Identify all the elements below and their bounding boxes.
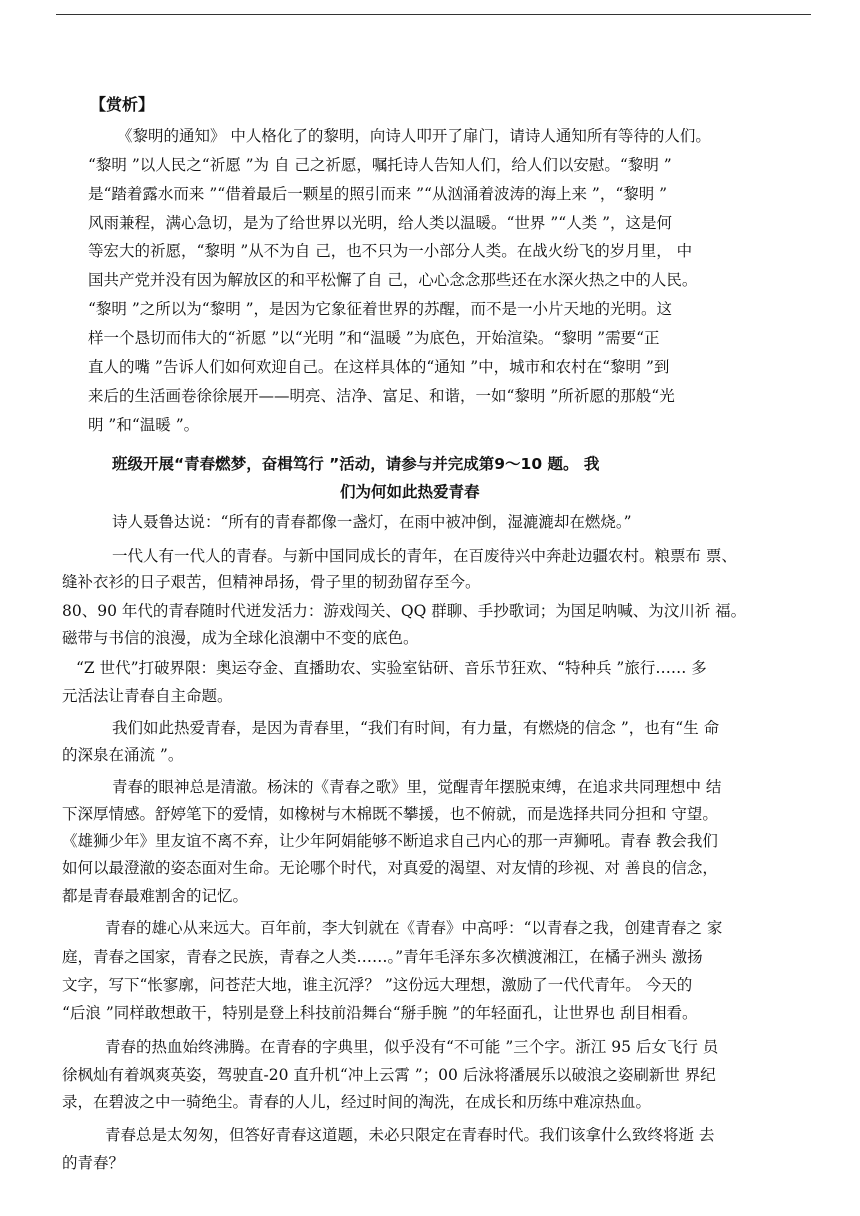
analysis-line: 是“踏着露水而来 ”“借着最后一颗星的照引而来 ”“从汹涌着波涛的海上来 ”，“黎明 ”	[88, 185, 668, 203]
essay-line: 元活法让青春自主命题。	[62, 687, 233, 705]
essay-line: “后浪 ”同样敢想敢干，特别是登上科技前沿舞台“掰手腕 ”的年轻面孔，让世界也 刮目相看。	[62, 1004, 698, 1022]
essay-line: 的深泉在涌流 ”。	[62, 746, 184, 764]
analysis-line: 风雨兼程，满心急切，是为了给世界以光明，给人类以温暖。“世界 ”“人类 ”，这是何	[88, 214, 673, 232]
essay-line: 录，在碧波之中一骑绝尘。青春的人儿，经过时间的淘洗，在成长和历练中难凉热血。	[62, 1093, 652, 1111]
essay-line: 庭，青春之国家，青春之民族，青春之人类……。”青年毛泽东多次横渡湘江，在橘子洲头 激扬	[62, 948, 703, 966]
analysis-line: 国共产党并没有因为解放区的和平松懈了自 己，心心念念那些还在水深火热之中的人民。	[88, 271, 698, 289]
analysis-line: “黎明 ”之所以为“黎明 ”，是因为它象征着世界的苏醒，而不是一小片天地的光明。这	[88, 300, 673, 318]
essay-line: 缝补衣衫的日子艰苦，但精神昂扬，骨子里的韧劲留存至今。	[62, 573, 481, 591]
essay-line: 80、90 年代的青春随时代迸发活力：游戏闯关、QQ 群聊、手抄歌词；为国足呐喊、为汶川祈 福。	[62, 602, 747, 620]
analysis-line: 明 ”和“温暖 ”。	[88, 416, 200, 434]
essay-line: 磁带与书信的浪漫，成为全球化浪潮中不变的底色。	[62, 629, 419, 647]
essay-line: 的青春？	[62, 1154, 125, 1172]
essay-line: 我们如此热爱青春，是因为青春里，“我们有时间，有力量，有燃烧的信念 ”，也有“生 命	[112, 719, 720, 737]
analysis-line: 直人的嘴 ”告诉人们如何欢迎自己。在这样具体的“通知 ”中，城市和农村在“黎明 ”到	[88, 358, 670, 376]
essay-line: 一代人有一代人的青春。与新中国同成长的青年，在百废待兴中奔赴边疆农村。粮票布 票、	[112, 547, 737, 565]
essay-line: 下深厚情感。舒婷笔下的爱情，如橡树与木棉既不攀援，也不俯就，而是选择共同分担和 守望。	[62, 805, 718, 823]
essay-line: 诗人聂鲁达说：“所有的青春都像一盏灯，在雨中被冲倒，湿漉漉却在燃烧。”	[112, 513, 632, 531]
analysis-line: 来后的生活画卷徐徐展开——明亮、洁净、富足、和谐，一如“黎明 ”所祈愿的那般“光	[88, 387, 675, 405]
essay-title: 们为何如此热爱青春	[340, 483, 480, 501]
analysis-line: 样一个恳切而伟大的“祈愿 ”以“光明 ”和“温暖 ”为底色，开始渲染。“黎明 ”需要“正	[88, 329, 660, 347]
essay-line: 如何以最澄澈的姿态面对生命。无论哪个时代，对真爱的渴望、对友情的珍视、对 善良的信念，	[62, 859, 718, 877]
activity-intro: 班级开展“青春燃梦，奋楫笃行 ”活动，请参与并完成第9～10 题。 我	[112, 455, 600, 473]
essay-line: 青春总是太匆匆，但答好青春这道题，未必只限定在青春时代。我们该拿什么致终将逝 去	[105, 1126, 715, 1144]
analysis-line: 等宏大的祈愿，“黎明 ”从不为自 己，也不只为一小部分人类。在战火纷飞的岁月里， 中	[88, 242, 693, 260]
essay-line: 青春的雄心从来远大。百年前，李大钊就在《青春》中高呼：“以青春之我，创建青春之 家	[105, 919, 723, 937]
analysis-line: “黎明 ”以人民之“祈愿 ”为 自 己之祈愿，嘱托诗人告知人们，给人们以安慰。“黎明 ”	[88, 156, 672, 174]
essay-line: 《雄狮少年》里友谊不离不弃，让少年阿娟能够不断追求自己内心的那一声狮吼。青春 教会我们	[62, 832, 718, 850]
essay-line: 都是青春最难割舍的记忆。	[62, 887, 249, 905]
section-label: 【赏析】	[90, 95, 155, 114]
essay-line: 徐枫灿有着飒爽英姿，驾驶直-20 直升机“冲上云霄 ”；00 后泳将潘展乐以破浪之姿刷新世 界纪	[62, 1066, 716, 1084]
header-rule	[56, 14, 811, 15]
essay-line: 青春的热血始终沸腾。在青春的字典里，似乎没有“不可能 ”三个字。浙江 95 后女飞行 员	[105, 1038, 719, 1056]
essay-line: 青春的眼神总是清澈。杨沫的《青春之歌》里，觉醒青年摆脱束缚，在追求共同理想中 结	[112, 778, 722, 796]
essay-line: 文字，写下“怅寥廓，问苍茫大地，谁主沉浮？ ”这份远大理想，激励了一代代青年。 今天的	[62, 976, 693, 994]
analysis-line: 《黎明的通知》 中人格化了的黎明，向诗人叩开了扉门，请诗人通知所有等待的人们。	[117, 127, 711, 145]
essay-line: “Z 世代”打破界限：奥运夺金、直播助农、实验室钻研、音乐节狂欢、“特种兵 ”旅行…… 多	[76, 659, 707, 677]
